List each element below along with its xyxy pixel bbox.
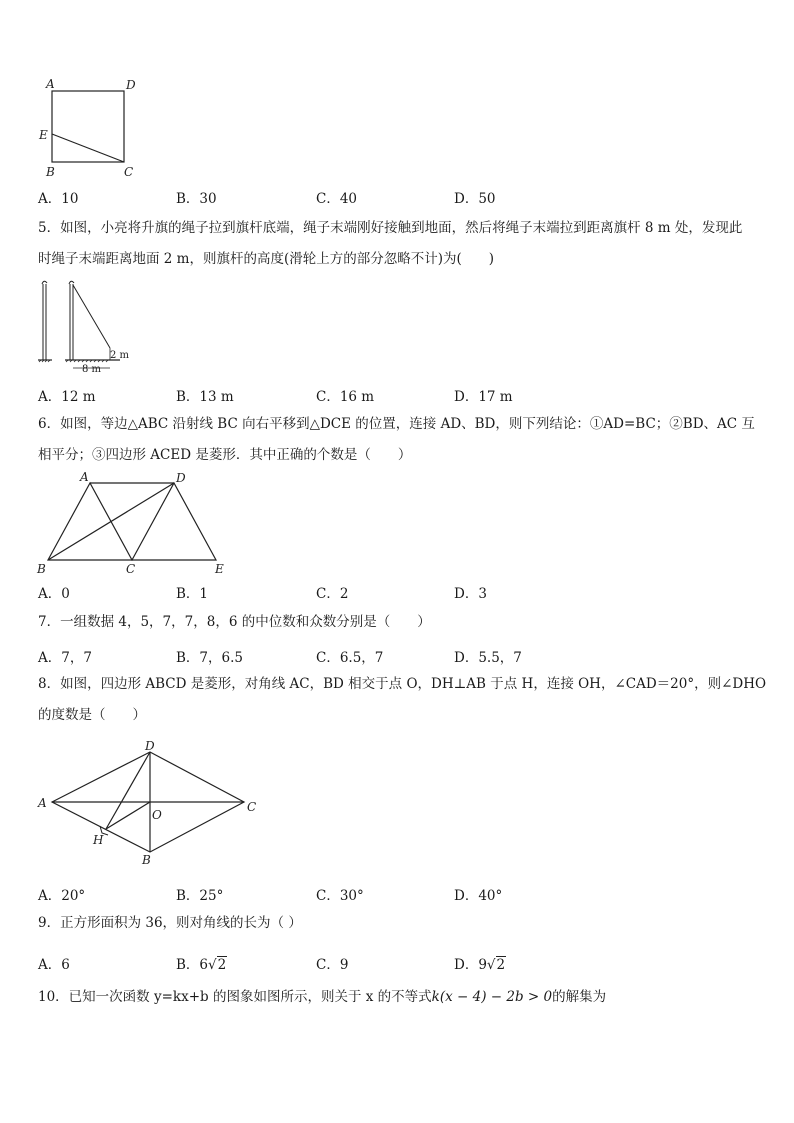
q9-option-d-radicand: 2 [496, 957, 506, 973]
q9-option-d [454, 953, 506, 973]
q9-option-b-prefix: B． [176, 957, 200, 973]
q6-option-c: C．2 [316, 586, 349, 602]
q4-label-a: A [46, 77, 55, 91]
q8-label-o: O [152, 808, 162, 822]
q6-text-line1: 6．如图，等边△ABC 沿射线 BC 向右平移到△DCE 的位置，连接 AD、BD，则下列结论：①AD=BC；②BD、AC 互 [38, 416, 755, 432]
q7-option-b: B．7，6.5 [176, 650, 243, 666]
q8-label-d: D [145, 739, 155, 753]
q10-suffix: 的解集为 [552, 989, 607, 1005]
q6-option-a: A．0 [38, 586, 70, 602]
q5-option-b: B．13 m [176, 389, 234, 405]
q4-label-d: D [126, 78, 136, 92]
q9-text-line1: 9．正方形面积为 36，则对角线的长为（ ） [38, 915, 302, 931]
q4-label-b: B [46, 165, 55, 179]
q4-option-a: A．10 [38, 191, 79, 207]
q4-label-e: E [39, 128, 48, 142]
q6-label-e: E [215, 562, 224, 576]
q10-text-line1 [38, 982, 606, 1012]
q8-label-b: B [142, 853, 151, 867]
q9-option-b-radicand: 2 [217, 957, 227, 973]
q5-text-line2: 时绳子末端距离地面 2 m，则旗杆的高度(滑轮上方的部分忽略不计)为( ) [38, 251, 495, 267]
q8-option-b: B．25° [176, 888, 224, 904]
q5-text-line1: 5．如图，小亮将升旗的绳子拉到旗杆底端，绳子末端刚好接触到地面，然后将绳子末端拉到距离旗杆 8 m 处，发现此 [38, 220, 743, 236]
q8-option-d: D．40° [454, 888, 503, 904]
q8-label-h: H [93, 833, 104, 847]
q8-label-c: C [247, 800, 257, 814]
q5-label-distance: 8 m [82, 364, 102, 374]
q6-option-d: D．3 [454, 586, 487, 602]
q5-option-c: C．16 m [316, 389, 375, 405]
q5-option-d: D．17 m [454, 389, 513, 405]
q6-label-a: A [80, 472, 89, 484]
q9-option-b-sqrt: √2 [208, 957, 227, 973]
q7-option-a: A．7，7 [38, 650, 92, 666]
q10-inequality: k(x − 4) − 2b > 0 [431, 989, 553, 1005]
q5-label-height: 2 m [110, 350, 130, 361]
q4-label-c: C [124, 165, 134, 179]
q8-text-line2: 的度数是（ ） [38, 707, 146, 723]
q6-label-c: C [126, 562, 136, 576]
q9-option-a: A．6 [38, 957, 70, 973]
q5-option-a: A．12 m [38, 389, 96, 405]
q8-rhombus-figure [34, 738, 264, 868]
q10-prefix: 10．已知一次函数 y=kx+b 的图象如图所示，则关于 x 的不等式 [38, 989, 432, 1005]
q4-option-d: D．50 [454, 191, 496, 207]
q6-triangles-figure [34, 472, 234, 578]
q9-option-d-sqrt: √2 [486, 957, 506, 973]
q9-option-c: C．9 [316, 957, 349, 973]
q8-option-a: A．20° [38, 888, 86, 904]
q6-label-b: B [37, 562, 46, 576]
q6-option-b: B．1 [176, 586, 209, 602]
q9-option-b-coef: 6 [199, 957, 209, 973]
q9-option-d-coef: 9 [478, 957, 487, 973]
q8-label-a: A [38, 796, 47, 810]
q4-option-b: B．30 [176, 191, 217, 207]
q4-option-c: C．40 [316, 191, 358, 207]
q9-option-b [176, 953, 227, 973]
q6-label-d: D [176, 472, 186, 485]
q7-option-c: C．6.5，7 [316, 650, 384, 666]
q4-square-figure [34, 76, 144, 180]
q9-option-d-prefix: D． [454, 957, 479, 973]
q6-text-line2: 相平分；③四边形 ACED 是菱形．其中正确的个数是（ ） [38, 447, 412, 463]
q7-text-line1: 7．一组数据 4，5，7，7，8，6 的中位数和众数分别是（ ） [38, 614, 431, 630]
q8-text-line1: 8．如图，四边形 ABCD 是菱形，对角线 AC，BD 相交于点 O，DH⊥AB 于点 H，连接 OH，∠CAD＝20°，则∠DHO [38, 676, 767, 692]
q8-option-c: C．30° [316, 888, 364, 904]
q7-option-d: D．5.5，7 [454, 650, 522, 666]
q5-flagpole-figure [36, 276, 136, 374]
